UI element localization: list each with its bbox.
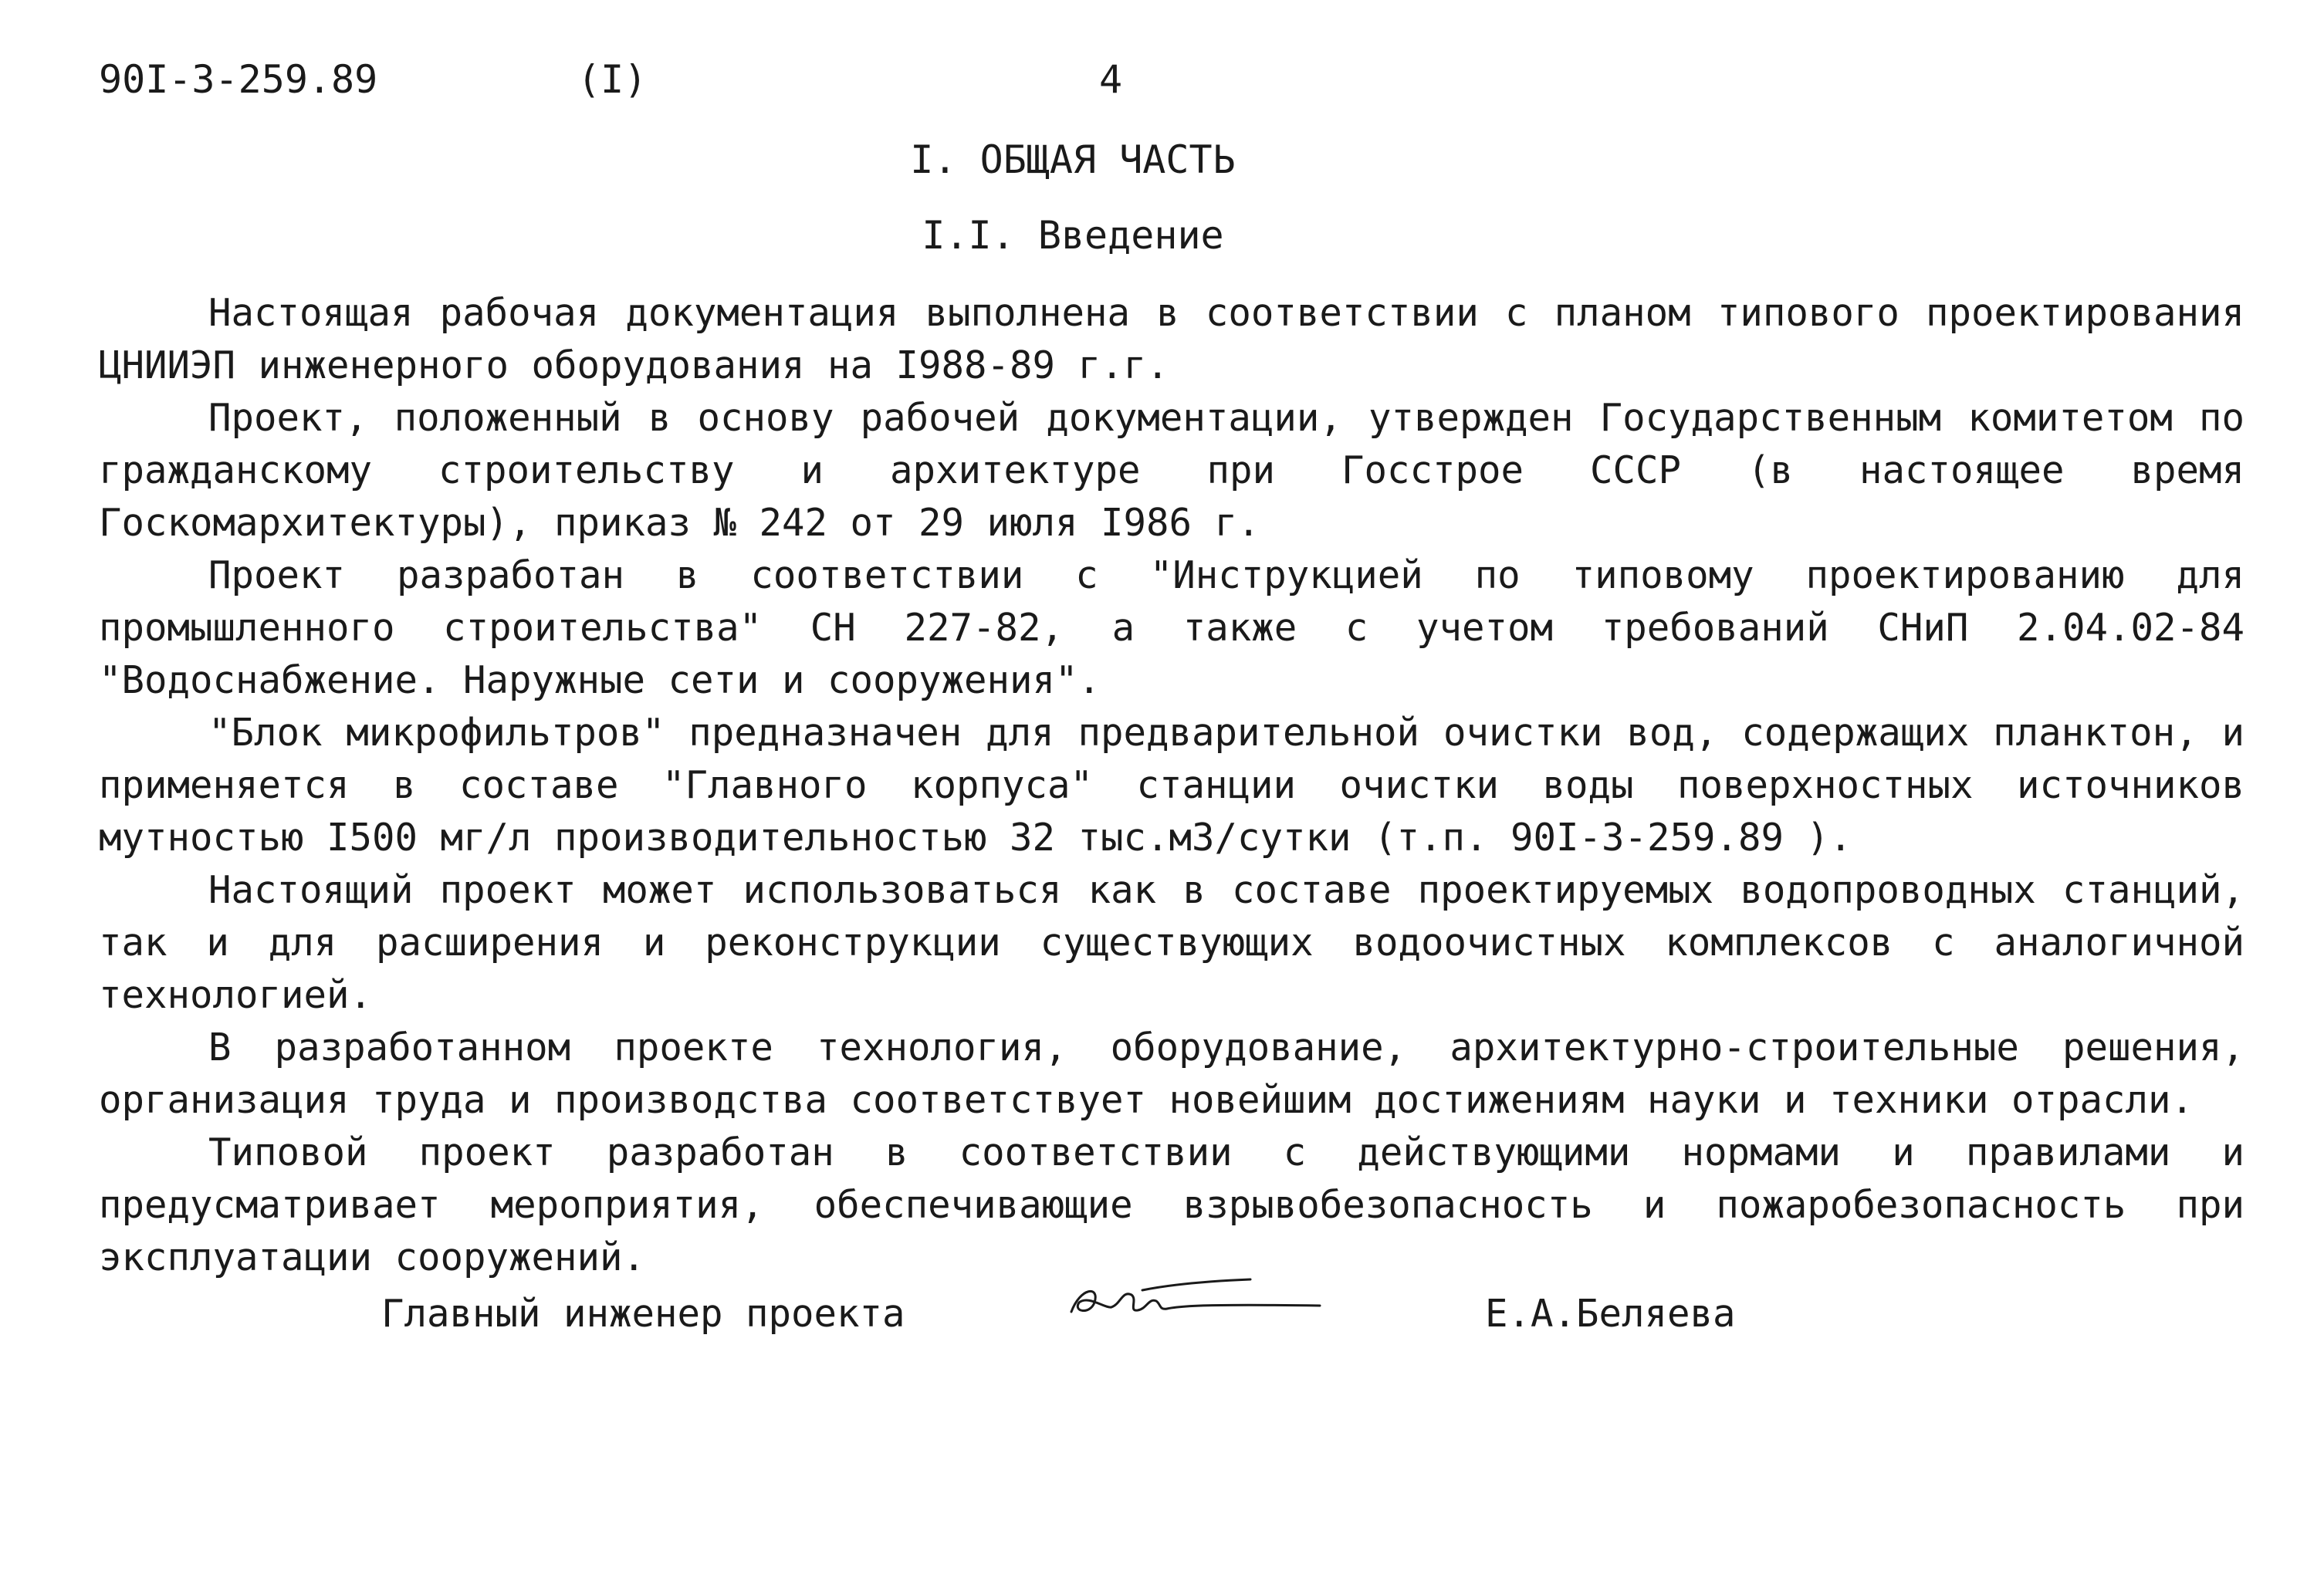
page-number: 4 (1099, 57, 1123, 102)
signer-name: Е.А.Беляева (1485, 1292, 1736, 1336)
subsection-title: I.I. Введение (922, 213, 1224, 258)
signer-role: Главный инженер проекта (381, 1292, 905, 1336)
paragraph: Проект, положенный в основу рабочей документации, утвержден Государственным комитетом по гражданскому строительству и архитектуре при Госстрое СССР (в настоящее время Госкомархитектуры), приказ № 242 от 29 июля I986 г. (99, 396, 2245, 545)
paragraph: Проект разработан в соответствии с "Инструкцией по типовому проектированию для промышленного строительства" СН 227-82, а также с учетом требований СНиП 2.04.02-84 "Водоснабжение. Наружные сети и сооружения". (99, 553, 2245, 702)
handwritten-signature (1057, 1264, 1335, 1333)
paragraph: "Блок микрофильтров" предназначен для предварительной очистки вод, содержащих планктон, и применяется в составе "Главного корпуса" станции очистки воды поверхностных источников мутностью I500 мг/л производительностью 32 тыс.м3/сутки (т.п. 90I-3-259.89 ). (99, 711, 2245, 860)
sheet-mark: (I) (577, 57, 648, 102)
paragraph: Настоящий проект может использоваться как в составе проектируемых водопроводных станций, так и для расширения и реконструкции существующих водоочистных комплексов с аналогичной технологией. (99, 868, 2245, 1017)
paragraph: Настоящая рабочая документация выполнена в соответствии с планом типового проектирования ЦНИИЭП инженерного оборудования на I988-89 г.г. (99, 291, 2245, 387)
section-title: I. ОБЩАЯ ЧАСТЬ (910, 137, 1236, 182)
body-text (99, 287, 2245, 1284)
paragraph: В разработанном проекте технология, оборудование, архитектурно-строительные решения, организация труда и производства соответствует новейшим достижениям науки и техники отрасли. (99, 1026, 2245, 1122)
paragraph: Типовой проект разработан в соответствии с действующими нормами и правилами и предусматривает мероприятия, обеспечивающие взрывобезопасность и пожаробезопасность при эксплуатации сооружений. (99, 1130, 2245, 1279)
document-code: 90I-3-259.89 (99, 57, 378, 102)
